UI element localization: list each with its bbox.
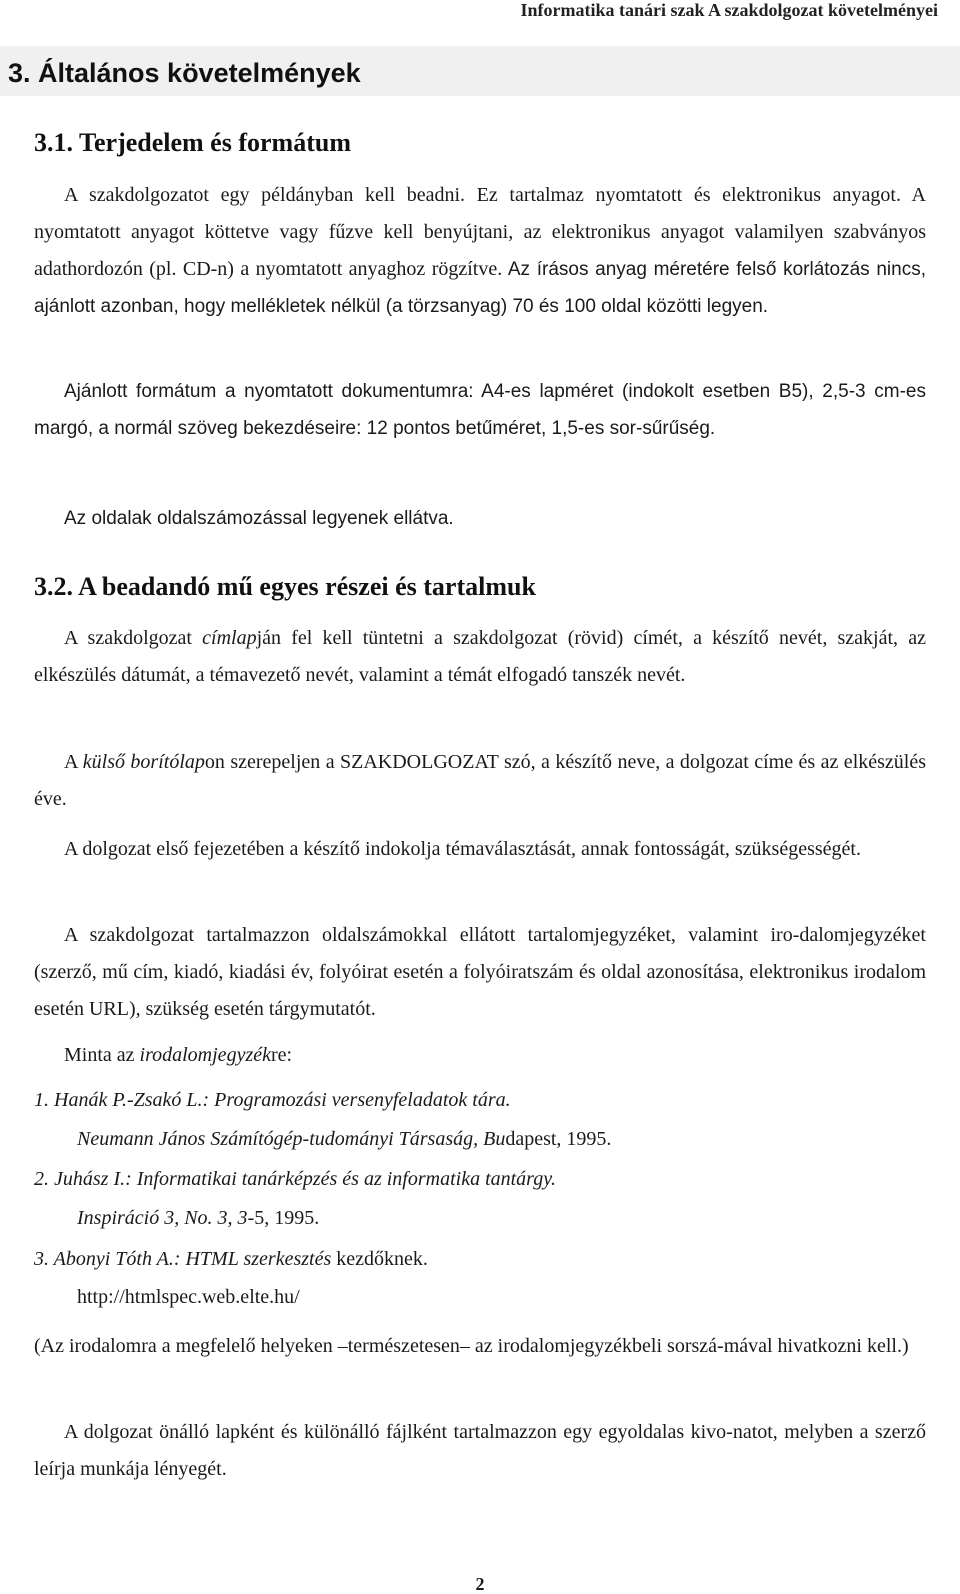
paragraph-format xyxy=(34,373,926,447)
paragraph-citation-note: (Az irodalomra a megfelelő helyeken –természetesen– az irodalomjegyzékbeli sorszá-mával hivatkozni kell.) xyxy=(34,1335,909,1357)
bibliography-entry-1-line-1 xyxy=(34,1085,511,1115)
paragraph-length-text: Az írásos anyag méretére felső korlátozás nincs, ajánlott azonban, hogy mellékletek nélkül (a törzsanyag) 70 és 100 oldal közötti legyen. xyxy=(34,259,926,317)
paragraph-page-numbering-text: Az oldalak oldalszámozással legyenek ellátva. xyxy=(64,508,454,529)
paragraph-title-page xyxy=(34,620,926,694)
paragraph-abstract: A dolgozat önálló lapként és különálló fájlként tartalmazzon egy egyoldalas kivo-natot, melyben a szerző leírja munkája lényegét. xyxy=(34,1421,926,1480)
paragraph-format-text: Ajánlott formátum a nyomtatott dokumentumra: A4-es lapméret (indokolt esetben B5), 2,5-3 cm-es margó, a normál szöveg bekezdéseire: 12 pontos betűméret, 1,5-es sor-sűrűség. xyxy=(34,381,926,439)
paragraph-first-chapter: A dolgozat első fejezetében a készítő indokolja témaválasztását, annak fontosságát, szükségességét. xyxy=(64,838,861,860)
paragraph-submission xyxy=(34,177,926,325)
bibliography-entry-2-title: 2. Juhász I.: Informatikai tanárképzés és az informatika tantárgy. xyxy=(34,1168,556,1190)
bibliography-entry-3-url[interactable] xyxy=(77,1282,300,1312)
bibliography-entry-3-title: 3. Abonyi Tóth A.: HTML szerkesztés xyxy=(34,1248,332,1270)
paragraph-title-page-em: címlap xyxy=(202,627,257,649)
bibliography-entry-3-line-1 xyxy=(34,1244,428,1274)
paragraph-title-page-post: ján fel kell tüntetni a szakdolgozat (rövid) címét, a készítő nevét, szakját, az elkészülés dátumát, a témavezető nevét, valamint a témát elfogadó tanszék nevét. xyxy=(34,627,927,686)
paragraph-cover xyxy=(34,744,926,818)
bibliography-intro-em: irodalomjegyzék xyxy=(139,1044,271,1066)
bibliography-entry-3-url-text[interactable]: http://htmlspec.web.elte.hu/ xyxy=(77,1286,300,1308)
paragraph-page-numbering xyxy=(34,500,926,537)
paragraph-submission-text: A szakdolgozatot egy példányban kell beadni. Ez tartalmaz nyomtatott és elektronikus anyagot. A nyomtatott anyagot köttetve vagy fűzve kell benyújtani, az elektronikus anyagot valamilyen szabványos adathordozón (pl. CD-n) a nyomtatott anyaghoz rögzítve. xyxy=(34,184,926,280)
paragraph-cover-post: on szerepeljen a SZAKDOLGOZAT szó, a készítő neve, a dolgozat címe és az elkészülés éve. xyxy=(34,751,926,810)
bibliography-intro xyxy=(64,1040,292,1070)
bibliography-entry-2-line-1 xyxy=(34,1164,556,1194)
section-heading-3-1: 3.1. Terjedelem és formátum xyxy=(34,128,351,157)
bibliography-entry-1-publisher: Neumann János Számítógép-tudományi Társaság, Bu xyxy=(77,1128,506,1150)
section-heading-3-2: 3.2. A beadandó mű egyes részei és tartalmuk xyxy=(34,572,536,601)
bibliography-intro-post: re: xyxy=(270,1044,293,1066)
bibliography-entry-2-pages: -5, 1995. xyxy=(247,1207,320,1229)
running-header: Informatika tanári szak A szakdolgozat követelményei xyxy=(520,0,938,20)
paragraph-cover-pre: A xyxy=(64,751,83,773)
paragraph-title-page-pre: A szakdolgozat xyxy=(64,627,203,649)
bibliography-entry-1-line-2 xyxy=(77,1124,611,1154)
bibliography-entry-2-line-2 xyxy=(77,1203,319,1233)
chapter-heading: 3. Általános követelmények xyxy=(8,58,361,88)
bibliography-entry-1-year: dapest, 1995. xyxy=(505,1128,612,1150)
bibliography-entry-1-title: 1. Hanák P.-Zsakó L.: Programozási versenyfeladatok tára. xyxy=(34,1089,511,1111)
paragraph-contents: A szakdolgozat tartalmazzon oldalszámokkal ellátott tartalomjegyzéket, valamint iro-dalomjegyzéket (szerző, mű cím, kiadó, kiadási év, folyóirat esetén a folyóiratszám és oldal azonosítása, elektronikus irodalom esetén URL), szükség esetén tárgymutatót. xyxy=(34,924,926,1020)
bibliography-intro-pre: Minta az xyxy=(64,1044,140,1066)
page-number: 2 xyxy=(475,1574,485,1594)
bibliography-entry-2-journal: Inspiráció 3, No. 3, 3 xyxy=(77,1207,248,1229)
paragraph-cover-em: külső borítólap xyxy=(82,751,205,773)
bibliography-entry-3-subtitle: kezdőknek. xyxy=(331,1248,428,1270)
